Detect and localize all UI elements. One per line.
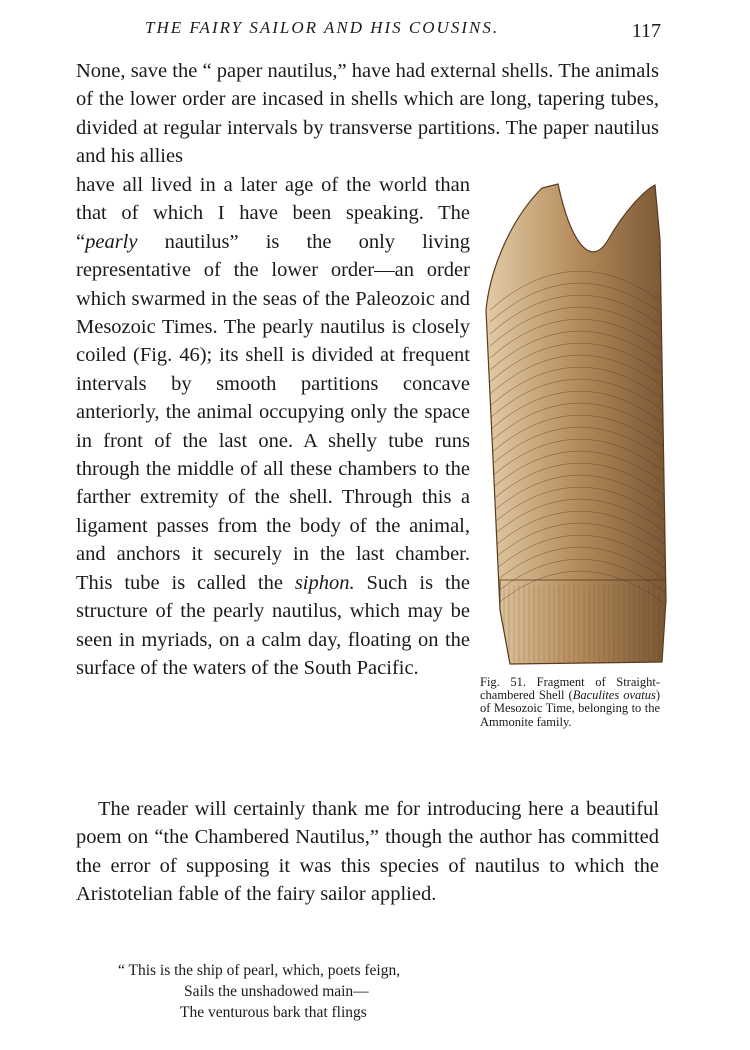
page-header (145, 14, 665, 44)
figure-caption (480, 676, 660, 729)
caption-text-1: Fig. 51. Fragment of Straight-chambered Shell ( (480, 675, 660, 703)
second-paragraph-text: The reader will certainly thank me for introducing here a beautiful poem on “the Chambered Nautilus,” though the author has committed the error of supposing it was this species of nautilus to which the Aristotelian fable of the fairy sailor applied. (76, 798, 659, 906)
top-paragraph (76, 57, 659, 171)
second-paragraph (76, 795, 659, 909)
shell-illustration (480, 180, 670, 670)
caption-species: Baculites ovatus (572, 688, 656, 703)
side-text-3: Such is the structure of the pearly nautilus, which may be seen in myriads, on a calm day, floating on the surface of the waters of the South Pacific. (76, 571, 470, 679)
side-paragraph-text (76, 171, 470, 682)
side-paragraph (76, 171, 470, 682)
baculites-shell-figure (480, 180, 670, 670)
top-paragraph-text: None, save the “ paper nautilus,” have had external shells. The animals of the lower order are incased in shells which are long, tapering tubes, divided at regular intervals by transverse partitions. The paper nautilus and his allies (76, 60, 659, 168)
poem-line-2: Sails the unshadowed main— (184, 983, 369, 1000)
poem-line-1: “ This is the ship of pearl, which, poets feign, (118, 962, 401, 979)
side-text-2: nautilus” is the only living representative of the lower order—an order which swarmed in the seas of the Paleozoic and Mesozoic Times. The pearly nautilus is closely coiled (Fig. 46); its shell is divided at frequent intervals by smooth partitions concave anteriorly, the animal occupying only the space in front of the last one. A shelly tube runs through the middle of all these chambers to the farther extremity of the shell. Through this a ligament passes from the body of the animal, and anchors it securely in the last chamber. This tube is called the (76, 230, 470, 594)
poem-quote (118, 960, 518, 1023)
caption-text-2: ) of Mesozoic Time, belonging to the Ammonite family. (480, 688, 661, 729)
running-title: THE FAIRY SAILOR AND HIS COUSINS. (145, 18, 500, 37)
page-number: 117 (631, 20, 661, 42)
pearly-italic: pearly (85, 230, 138, 253)
poem-line-3: The venturous bark that flings (180, 1004, 367, 1021)
siphon-italic: siphon. (294, 571, 355, 594)
side-text-1: have all lived in a later age of the world than that of which I have been speaking. The “ (76, 174, 470, 253)
